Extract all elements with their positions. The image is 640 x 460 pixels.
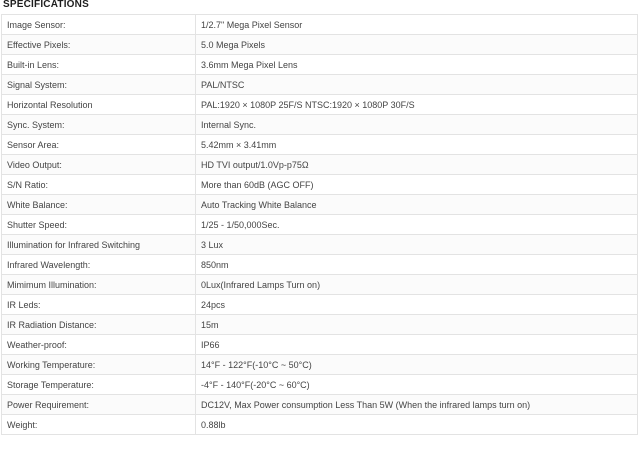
spec-value: PAL/NTSC — [196, 75, 638, 95]
table-row — [2, 95, 638, 115]
spec-value: 3 Lux — [196, 235, 638, 255]
spec-label: Weight: — [2, 415, 196, 435]
spec-label: Weather-proof: — [2, 335, 196, 355]
spec-label: Video Output: — [2, 155, 196, 175]
spec-label: Shutter Speed: — [2, 215, 196, 235]
spec-value: 15m — [196, 315, 638, 335]
table-row — [2, 35, 638, 55]
spec-value: 24pcs — [196, 295, 638, 315]
spec-label: Sensor Area: — [2, 135, 196, 155]
spec-label: IR Radiation Distance: — [2, 315, 196, 335]
specifications-table — [1, 14, 638, 435]
spec-label: Infrared Wavelength: — [2, 255, 196, 275]
spec-label: Mimimum Illumination: — [2, 275, 196, 295]
table-row — [2, 415, 638, 435]
table-row — [2, 55, 638, 75]
table-row — [2, 155, 638, 175]
spec-label: S/N Ratio: — [2, 175, 196, 195]
table-row — [2, 315, 638, 335]
spec-value: Internal Sync. — [196, 115, 638, 135]
spec-value: IP66 — [196, 335, 638, 355]
spec-label: White Balance: — [2, 195, 196, 215]
spec-label: Illumination for Infrared Switching — [2, 235, 196, 255]
spec-value: Auto Tracking White Balance — [196, 195, 638, 215]
spec-value: DC12V, Max Power consumption Less Than 5W (When the infrared lamps turn on) — [196, 395, 638, 415]
spec-value: 850nm — [196, 255, 638, 275]
table-row — [2, 335, 638, 355]
spec-label: Working Temperature: — [2, 355, 196, 375]
spec-label: Sync. System: — [2, 115, 196, 135]
spec-value: 0Lux(Infrared Lamps Turn on) — [196, 275, 638, 295]
spec-label: Storage Temperature: — [2, 375, 196, 395]
spec-value: More than 60dB (AGC OFF) — [196, 175, 638, 195]
spec-label: Effective Pixels: — [2, 35, 196, 55]
spec-label: Power Requirement: — [2, 395, 196, 415]
table-row — [2, 235, 638, 255]
table-row — [2, 255, 638, 275]
table-row — [2, 395, 638, 415]
specifications-heading: SPECIFICATIONS — [3, 0, 89, 10]
table-row — [2, 195, 638, 215]
table-row — [2, 275, 638, 295]
spec-label: Horizontal Resolution — [2, 95, 196, 115]
table-row — [2, 135, 638, 155]
table-row — [2, 175, 638, 195]
table-row — [2, 215, 638, 235]
specifications-table-body — [2, 15, 638, 435]
spec-label: Image Sensor: — [2, 15, 196, 35]
table-row — [2, 375, 638, 395]
spec-value: 1/25 - 1/50,000Sec. — [196, 215, 638, 235]
spec-value: 1/2.7" Mega Pixel Sensor — [196, 15, 638, 35]
table-row — [2, 355, 638, 375]
spec-label: Built-in Lens: — [2, 55, 196, 75]
table-row — [2, 295, 638, 315]
spec-value: 0.88lb — [196, 415, 638, 435]
table-row — [2, 115, 638, 135]
spec-value: 5.0 Mega Pixels — [196, 35, 638, 55]
spec-label: IR Leds: — [2, 295, 196, 315]
spec-label: Signal System: — [2, 75, 196, 95]
spec-value: PAL:1920 × 1080P 25F/S NTSC:1920 × 1080P 30F/S — [196, 95, 638, 115]
spec-value: 3.6mm Mega Pixel Lens — [196, 55, 638, 75]
spec-value: HD TVI output/1.0Vp-p75Ω — [196, 155, 638, 175]
spec-value: 5.42mm × 3.41mm — [196, 135, 638, 155]
spec-value: -4°F - 140°F(-20°C ~ 60°C) — [196, 375, 638, 395]
spec-value: 14°F - 122°F(-10°C ~ 50°C) — [196, 355, 638, 375]
table-row — [2, 15, 638, 35]
table-row — [2, 75, 638, 95]
